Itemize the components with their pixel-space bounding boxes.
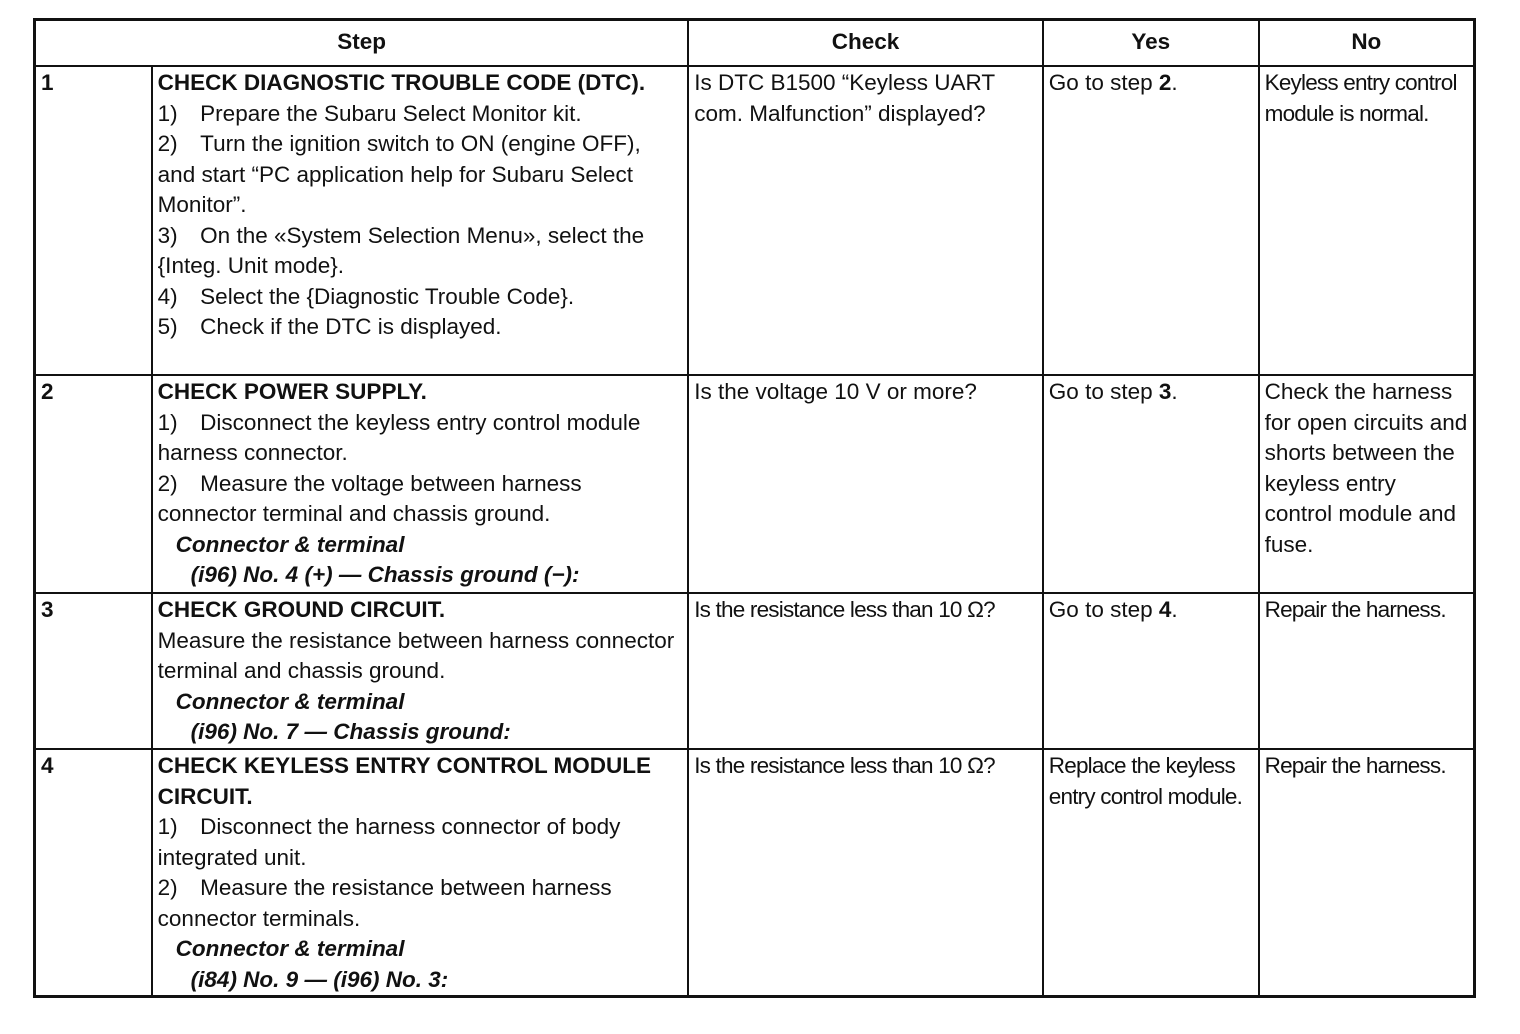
step-instruction: 2) Measure the resistance between harness connector terminals. (157, 875, 612, 931)
yes-suffix: . (1171, 70, 1178, 95)
step-instruction: 1) Disconnect the keyless entry control module harness connector. (157, 409, 641, 465)
no-action: Keyless entry control module is normal. (1259, 66, 1475, 375)
yes-step-number: 2 (1158, 70, 1172, 95)
check-question: Is the voltage 10 V or more? (688, 375, 1043, 593)
no-action: Repair the harness. (1259, 593, 1475, 749)
connector-terminal: (i84) No. 9 — (i96) No. 3: (190, 966, 449, 992)
connector-terminal: (i96) No. 4 (+) — Chassis ground (−): (190, 562, 580, 587)
yes-prefix: Go to step (1048, 70, 1159, 95)
connector-label: Connector & terminal (175, 688, 405, 714)
check-question: Is the resistance less than 10 Ω? (688, 593, 1043, 749)
check-question: Is the resistance less than 10 Ω? (688, 749, 1043, 997)
connector-terminal: (i96) No. 7 — Chassis ground: (190, 719, 511, 744)
table-row (35, 593, 1475, 749)
step-instruction: Measure the resistance between harness connector terminal and chassis ground. (157, 627, 675, 683)
check-question: Is DTC B1500 “Keyless UART com. Malfunction” displayed? (688, 66, 1043, 375)
header-step: Step (35, 20, 689, 67)
step-number: 2 (35, 375, 152, 593)
step-number: 1 (35, 66, 152, 375)
yes-prefix: Go to step (1048, 597, 1159, 622)
connector-label: Connector & terminal (175, 531, 405, 557)
connector-label: Connector & terminal (175, 936, 405, 961)
step-instruction: 1) Disconnect the harness connector of body integrated unit. (157, 814, 621, 870)
step-title: CHECK KEYLESS ENTRY CONTROL MODULE CIRCUIT. (157, 753, 652, 809)
step-instruction: 1) Prepare the Subaru Select Monitor kit. (157, 100, 582, 126)
step-instruction: 2) Turn the ignition switch to ON (engine OFF), and start “PC application help for Subaru Select Monitor”. (157, 131, 641, 217)
yes-suffix: . (1171, 597, 1178, 622)
yes-step-number: 3 (1158, 379, 1172, 404)
yes-action: Replace the keyless entry control module. (1043, 749, 1259, 997)
step-title: CHECK POWER SUPPLY. (157, 379, 427, 404)
header-yes: Yes (1043, 20, 1259, 67)
header-no: No (1259, 20, 1475, 67)
yes-action (1043, 66, 1259, 375)
header-row (35, 20, 1475, 67)
step-number: 3 (35, 593, 152, 749)
step-number: 4 (35, 749, 152, 997)
diagnostic-table (33, 18, 1476, 998)
yes-step-number: 4 (1158, 597, 1172, 622)
step-description (152, 66, 689, 375)
step-description (152, 593, 689, 749)
step-description (152, 375, 689, 593)
header-check: Check (688, 20, 1043, 67)
no-action: Check the harness for open circuits and shorts between the keyless entry control module and fuse. (1259, 375, 1475, 593)
step-instruction: 2) Measure the voltage between harness connector terminal and chassis ground. (157, 470, 582, 526)
table-row (35, 749, 1475, 997)
table-row (35, 375, 1475, 593)
step-description (152, 749, 689, 997)
step-instruction: 3) On the «System Selection Menu», select the {Integ. Unit mode}. (157, 222, 645, 278)
step-instruction: 5) Check if the DTC is displayed. (157, 314, 502, 339)
yes-action (1043, 375, 1259, 593)
yes-prefix: Go to step (1048, 379, 1159, 404)
step-title: CHECK DIAGNOSTIC TROUBLE CODE (DTC). (157, 70, 646, 95)
table-row (35, 66, 1475, 375)
step-instruction: 4) Select the {Diagnostic Trouble Code}. (157, 283, 575, 309)
yes-suffix: . (1171, 379, 1178, 404)
no-action: Repair the harness. (1259, 749, 1475, 997)
step-title: CHECK GROUND CIRCUIT. (157, 597, 446, 622)
yes-action (1043, 593, 1259, 749)
